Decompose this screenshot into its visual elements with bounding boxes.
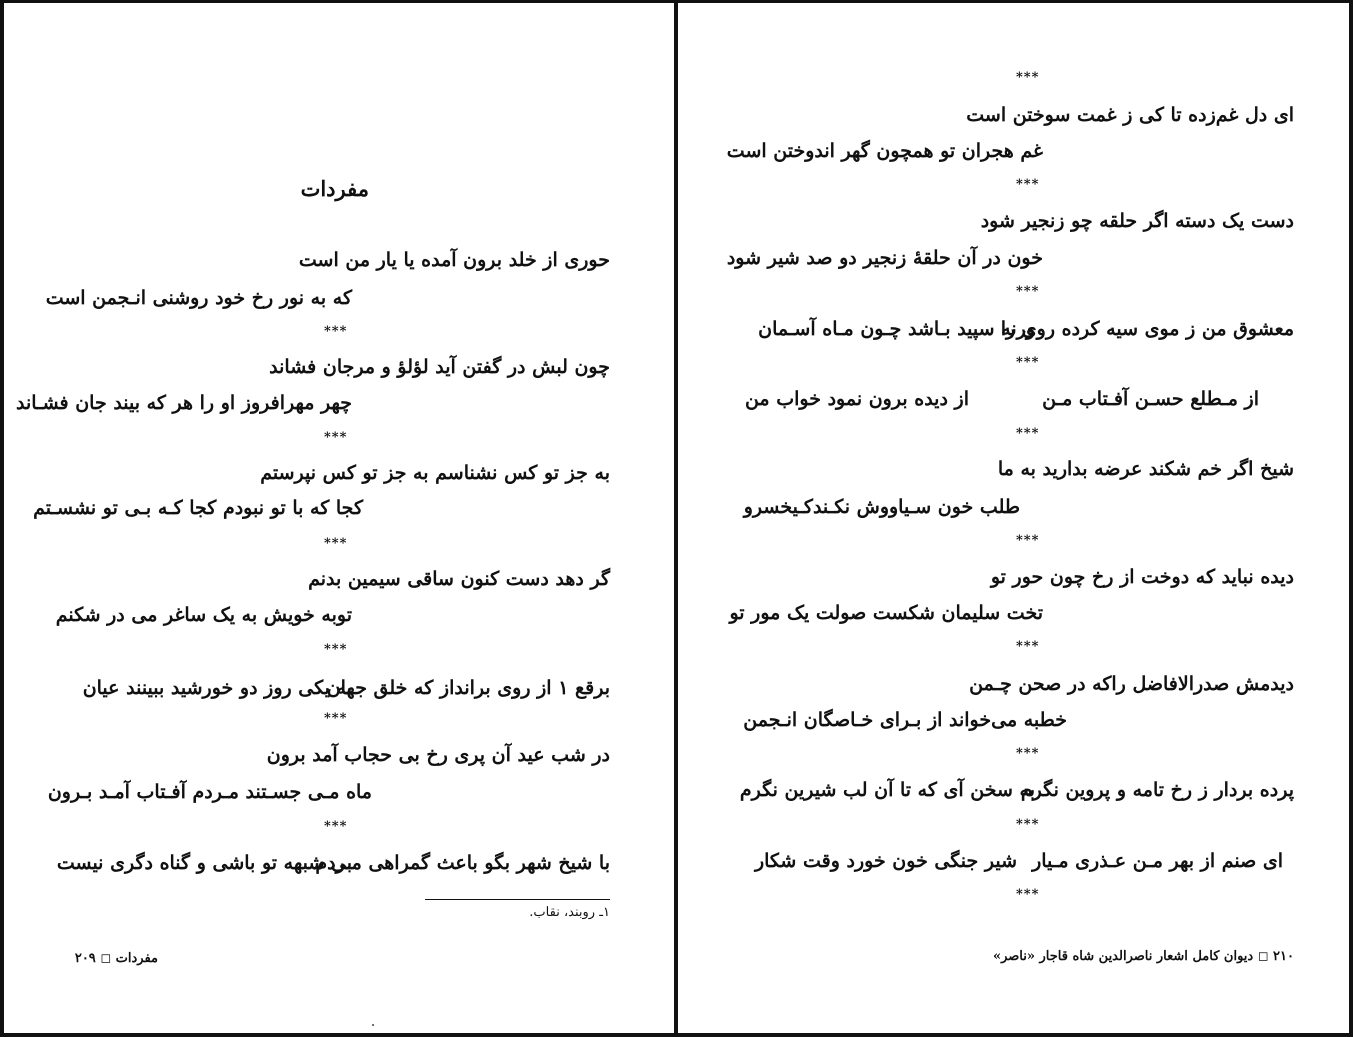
footnote-rule xyxy=(425,899,610,900)
verse-line: چهر مهرافروز او را هر که بیند جان فشـاند xyxy=(15,392,352,414)
verse-line: با شیخ شهر بگو باعث گمراهی مـردم xyxy=(315,852,610,874)
verse-separator: *** xyxy=(1016,533,1040,548)
verse-line: بی شبهه تو باشی و گناه دگری نیست xyxy=(56,852,352,874)
verse-separator: *** xyxy=(1016,639,1040,654)
verse-line: شیخ اگر خم شکند عرضه بدارید به ما xyxy=(997,458,1294,480)
page-number-folio: مفردات ◻ ۲۰۹ xyxy=(74,951,158,966)
verse-line: دست یک دسته اگر حلقه چو زنجیر شود xyxy=(980,210,1294,232)
verse-separator: *** xyxy=(1016,746,1040,761)
verse-line: خطبه می‌خواند از بـرای خـاصگان انـجمن xyxy=(743,709,1067,731)
verse-line: توبه خویش به یک ساغر می در شکنم xyxy=(55,604,352,626)
verse-separator: *** xyxy=(1016,355,1040,370)
verse-separator: *** xyxy=(324,711,348,726)
verse-line: تخت سلیمان شکست صولت یک مور تو xyxy=(729,602,1043,624)
verse-line: به یکی روز دو خورشید ببینند عیان xyxy=(82,677,352,699)
verse-line: کجا که با تو نبودم کجا کـه بـی تو نشسـتم xyxy=(33,497,363,519)
verse-separator: *** xyxy=(324,324,348,339)
book-spine-divider xyxy=(674,0,678,1037)
verse-line: از مـطلع حسـن آفـتاب مـن xyxy=(1042,388,1259,410)
scan-speck xyxy=(372,1024,374,1026)
verse-line: حوری از خلد برون آمده یا یار من است xyxy=(298,249,610,271)
verse-line: پرده بردار ز رخ تامه و پروین نگرم xyxy=(1020,779,1294,801)
verse-line: ماه مـی جسـتند مـردم آفـتاب آمـد بـرون xyxy=(47,781,372,803)
verse-separator: *** xyxy=(1016,70,1040,85)
verse-line: گر دهد دست کنون ساقی سیمین بدنم xyxy=(308,568,610,590)
verse-line: دیده نباید که دوخت از رخ چون حور تو xyxy=(990,566,1294,588)
verse-line: چون لبش در گفتن آید لؤلؤ و مرجان فشاند xyxy=(269,356,610,378)
verse-line: معشوق من ز موی سیه کرده روی را xyxy=(1000,318,1294,340)
verse-line: به جز تو کس نشناسم به جز تو کس نپرستم xyxy=(260,462,610,484)
verse-separator: *** xyxy=(324,819,348,834)
verse-separator: *** xyxy=(1016,426,1040,441)
page-border-right xyxy=(1349,0,1353,1037)
verse-line: غم هجران تو همچون گهر اندوختن است xyxy=(726,140,1043,162)
verse-separator: *** xyxy=(324,536,348,551)
verse-separator: *** xyxy=(1016,817,1040,832)
verse-line: برقع ۱ از روی برانداز که خلق جهان xyxy=(326,677,610,699)
verse-line: خون در آن حلقهٔ زنجیر دو صد شیر شود xyxy=(726,247,1043,269)
verse-line: در شب عید آن پری رخ بی حجاب آمد برون xyxy=(266,744,610,766)
footnote: ۱ـ روبند، نقاب. xyxy=(529,905,610,920)
verse-separator: *** xyxy=(324,430,348,445)
verse-line: به سخن آی که تا آن لب شیرین نگرم xyxy=(739,779,1035,801)
verse-line: ای صنم از بهر مـن عـذری مـیار xyxy=(1032,850,1283,872)
verse-line: دیدمش صدرالافاضل راکه در صحن چـمن xyxy=(969,673,1294,695)
verse-line: شیر جنگی خون خورد وقت شکار xyxy=(754,850,1017,872)
verse-separator: *** xyxy=(1016,177,1040,192)
verse-line: ای دل غم‌زده تا کی ز غمت سوختن است xyxy=(966,104,1294,126)
verse-separator: *** xyxy=(324,642,348,657)
verse-separator: *** xyxy=(1016,284,1040,299)
page-number-folio: ۲۱۰ ◻ دیوان کامل اشعار ناصرالدین شاه قاجار «ناصر» xyxy=(992,949,1294,964)
section-heading: مفردات xyxy=(300,176,369,201)
verse-line: طلب خون سـیاووش نکـندکـیخسرو xyxy=(743,496,1020,518)
verse-line: از دیده برون نمود خواب من xyxy=(744,388,969,410)
verse-separator: *** xyxy=(1016,887,1040,902)
verse-line: ورنه سپید بـاشد چـون مـاه آسـمان xyxy=(758,318,1035,340)
page-border-left xyxy=(0,0,4,1037)
verse-line: که به نور رخ خود روشنی انـجمن است xyxy=(45,287,352,309)
